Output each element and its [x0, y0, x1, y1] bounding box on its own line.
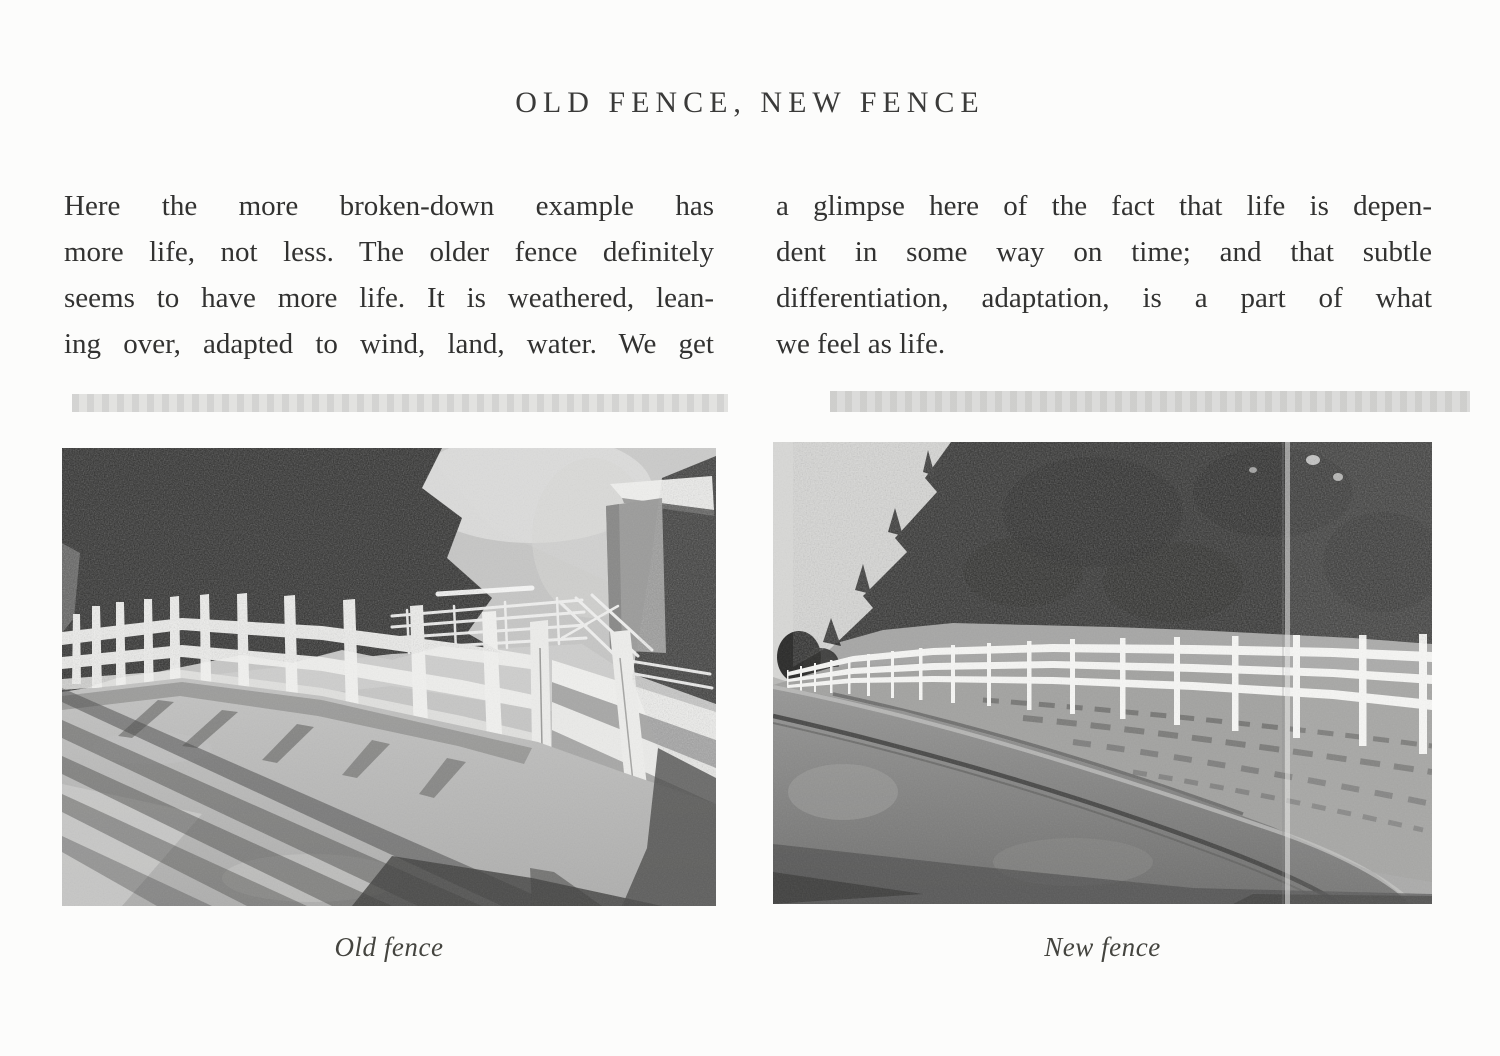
- photo-grain: [773, 442, 1432, 904]
- old-fence-photo: [62, 448, 716, 906]
- text-line: dent in some way on time; and that subtle: [776, 236, 1432, 268]
- scan-shadow-band-right: [830, 391, 1470, 412]
- text-line: Here the more broken-down example has: [64, 190, 714, 222]
- scan-shadow-band-left: [72, 394, 728, 412]
- text-line: we feel as life.: [776, 328, 946, 360]
- text-line: differentiation, adaptation, is a part of what: [776, 282, 1432, 314]
- new-fence-photo: [773, 442, 1432, 904]
- text-line: more life, not less. The older fence definitely: [64, 236, 714, 268]
- left-text-column: [64, 183, 714, 367]
- right-text-column: [776, 183, 1432, 367]
- text-line: a glimpse here of the fact that life is depen-: [776, 190, 1432, 222]
- text-line: ing over, adapted to wind, land, water. We get: [64, 328, 714, 360]
- new-fence-caption: New fence: [1044, 932, 1161, 962]
- old-fence-figure: [62, 448, 716, 906]
- text-line: seems to have more life. It is weathered, lean-: [64, 282, 714, 314]
- old-fence-caption: Old fence: [334, 932, 444, 962]
- new-fence-figure: [773, 442, 1432, 904]
- page-title: OLD FENCE, NEW FENCE: [515, 86, 985, 119]
- photo-grain: [62, 448, 716, 906]
